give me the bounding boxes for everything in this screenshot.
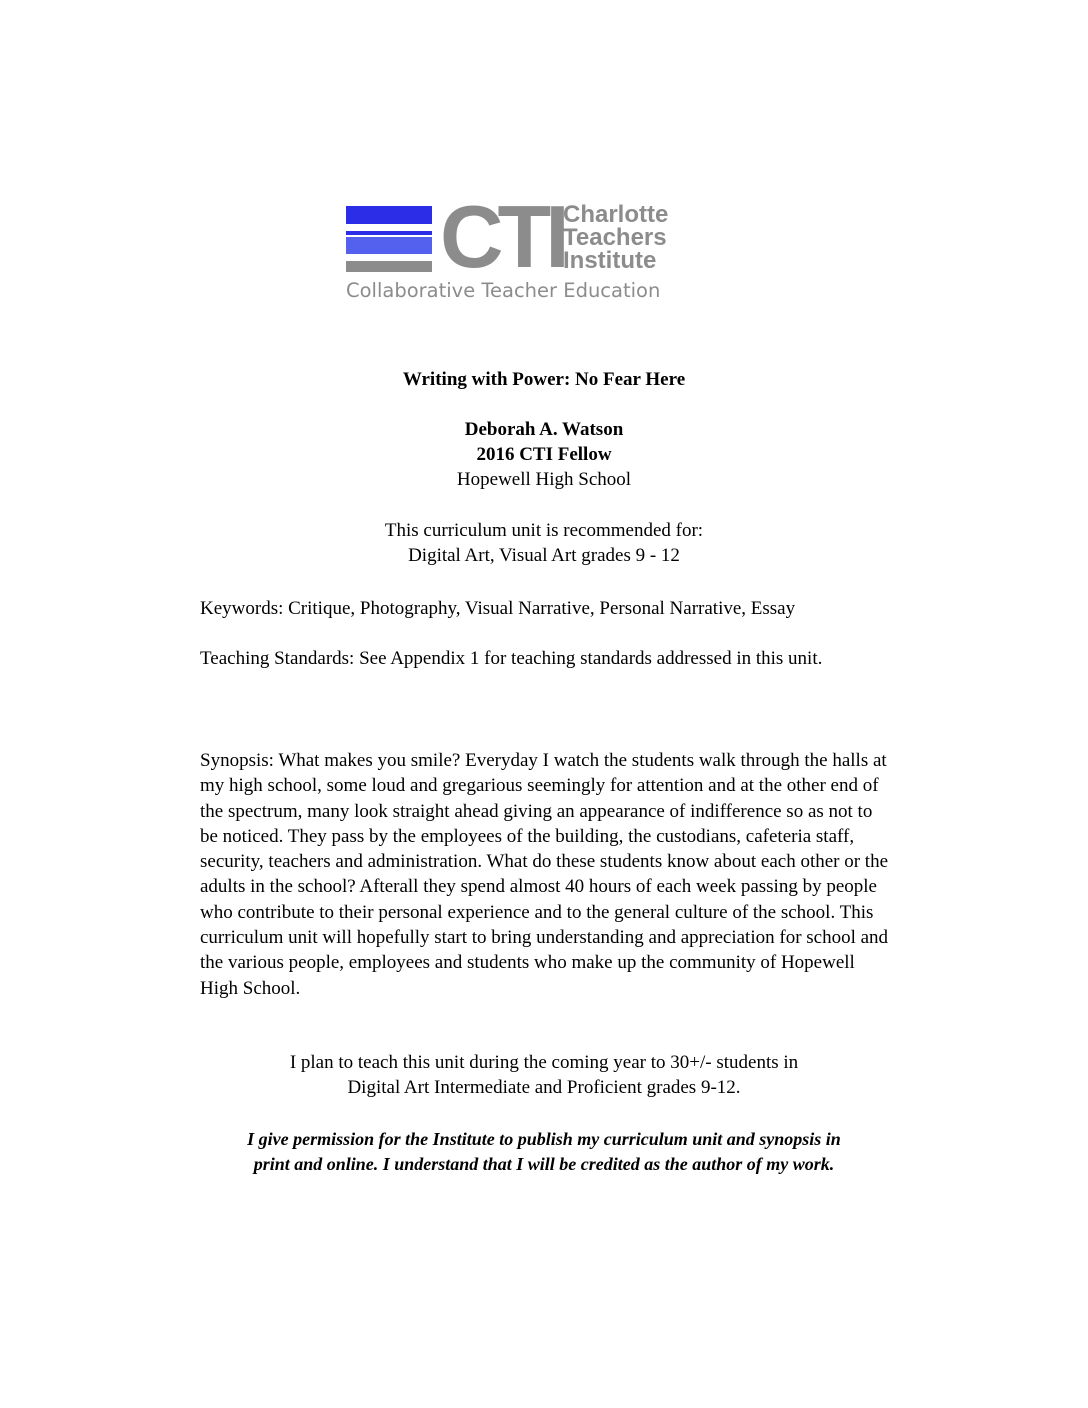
permission-line-1: I give permission for the Institute to publish my curriculum unit and synopsis in <box>247 1129 841 1149</box>
recommended-line-2: Digital Art, Visual Art grades 9 - 12 <box>408 545 680 566</box>
fellowship: 2016 CTI Fellow <box>476 444 612 465</box>
logo-name <box>563 203 668 272</box>
permission-line-2: print and online. I understand that I will be credited as the author of my work. <box>253 1154 835 1174</box>
keywords: Keywords: Critique, Photography, Visual Narrative, Personal Narrative, Essay <box>200 598 796 619</box>
recommended-line-1: This curriculum unit is recommended for: <box>384 520 704 541</box>
author-name: Deborah A. Watson <box>464 419 624 440</box>
logo-name-line-2: Teachers <box>563 224 667 251</box>
logo-acronym: CTI <box>440 187 564 286</box>
teaching-standards: Teaching Standards: See Appendix 1 for teaching standards addressed in this unit. <box>200 648 823 669</box>
plan-line-1: I plan to teach this unit during the coming year to 30+/- students in <box>289 1052 799 1073</box>
document-title: Writing with Power: No Fear Here <box>402 369 686 390</box>
school-name: Hopewell High School <box>456 469 632 490</box>
logo-name-line-1: Charlotte <box>563 201 669 228</box>
cti-logo <box>346 187 686 303</box>
logo-bar-gray <box>346 261 432 272</box>
logo-bar-light-blue <box>346 237 432 254</box>
logo-tagline: Collaborative Teacher Education <box>346 279 661 302</box>
plan-line-2: Digital Art Intermediate and Proficient grades 9-12. <box>347 1077 741 1098</box>
logo-bar-blue-thin <box>346 231 432 235</box>
synopsis: Synopsis: What makes you smile? Everyday I watch the students walk through the halls at my high school, some loud and gregarious seemingly for attention and at the other end of the spectrum, many look straight ahead giving an appearance of indifference so as not to be noticed. They pass by the employees of the building, the custodians, cafeteria staff, security, teachers and administration. What do these students know about each other or the adults in the school? Afterall they spend almost 40 hours of each week passing by people who contribute to their personal experience and to the general culture of the school. This curriculum unit will hopefully start to bring understanding and appreciation for school and the various people, employees and students who make up the community of Hopewell High School. <box>200 750 889 999</box>
logo-name-line-3: Institute <box>563 247 657 274</box>
logo-bar-blue <box>346 206 432 224</box>
